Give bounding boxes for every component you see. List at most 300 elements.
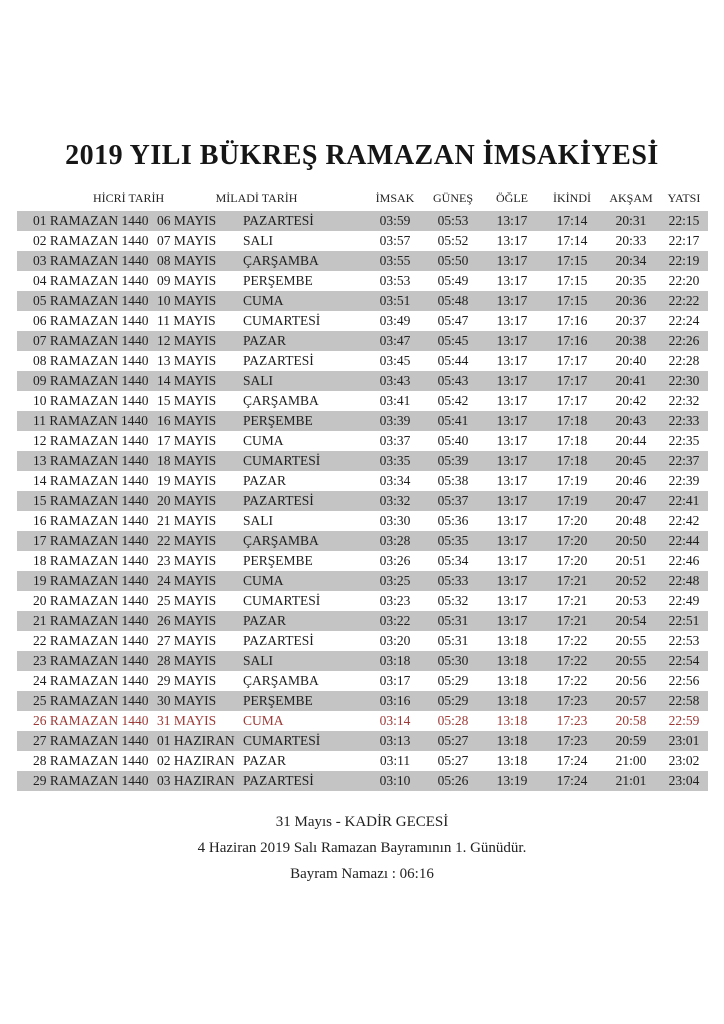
- imsak-time-cell: 03:43: [379, 373, 411, 388]
- ikindi-time-cell: 17:21: [556, 573, 588, 588]
- yatsi-time-cell: 23:02: [668, 753, 700, 768]
- weekday-cell: CUMA: [243, 293, 284, 308]
- miladi-date-cell: 10 MAYIS: [157, 293, 217, 308]
- miladi-date-cell: 24 MAYIS: [157, 573, 217, 588]
- hicri-date-cell: 07 RAMAZAN 1440: [33, 333, 149, 348]
- miladi-date-cell: 25 MAYIS: [157, 593, 217, 608]
- gunes-time-cell: 05:50: [437, 253, 469, 268]
- imsak-time-cell: 03:10: [379, 773, 411, 788]
- weekday-cell: PERŞEMBE: [243, 693, 313, 708]
- gunes-time-cell: 05:32: [437, 593, 469, 608]
- yatsi-time-cell: 22:20: [668, 273, 700, 288]
- ogle-time-cell: 13:17: [496, 553, 528, 568]
- hicri-date-cell: 02 RAMAZAN 1440: [33, 233, 149, 248]
- gunes-time-cell: 05:39: [437, 453, 469, 468]
- miladi-date-cell: 09 MAYIS: [157, 273, 217, 288]
- yatsi-time-cell: 22:46: [668, 553, 700, 568]
- ogle-time-cell: 13:18: [496, 653, 528, 668]
- miladi-date-cell: 29 MAYIS: [157, 673, 217, 688]
- imsak-time-cell: 03:26: [379, 553, 411, 568]
- imsak-time-cell: 03:32: [379, 493, 411, 508]
- col-header-imsak: İMSAK: [375, 191, 415, 205]
- weekday-cell: SALI: [243, 233, 273, 248]
- yatsi-time-cell: 22:53: [668, 633, 700, 648]
- yatsi-time-cell: 22:51: [668, 613, 700, 628]
- aksam-time-cell: 20:31: [615, 213, 647, 228]
- hicri-date-cell: 03 RAMAZAN 1440: [33, 253, 149, 268]
- weekday-cell: ÇARŞAMBA: [243, 673, 319, 688]
- yatsi-time-cell: 22:28: [668, 353, 700, 368]
- ikindi-time-cell: 17:20: [556, 553, 588, 568]
- hicri-date-cell: 13 RAMAZAN 1440: [33, 453, 149, 468]
- ikindi-time-cell: 17:18: [556, 433, 588, 448]
- ogle-time-cell: 13:17: [496, 393, 528, 408]
- table-row: [17, 251, 708, 271]
- table-row: [17, 731, 708, 751]
- gunes-time-cell: 05:30: [437, 653, 469, 668]
- miladi-date-cell: 26 MAYIS: [157, 613, 217, 628]
- yatsi-time-cell: 22:39: [668, 473, 700, 488]
- weekday-cell: PAZAR: [243, 753, 287, 768]
- hicri-date-cell: 15 RAMAZAN 1440: [33, 493, 149, 508]
- aksam-time-cell: 21:00: [615, 753, 647, 768]
- hicri-date-cell: 27 RAMAZAN 1440: [33, 733, 149, 748]
- ikindi-time-cell: 17:23: [556, 693, 588, 708]
- miladi-date-cell: 31 MAYIS: [157, 713, 217, 728]
- gunes-time-cell: 05:53: [437, 213, 469, 228]
- hicri-date-cell: 19 RAMAZAN 1440: [33, 573, 149, 588]
- ogle-time-cell: 13:17: [496, 573, 528, 588]
- imsak-time-cell: 03:11: [379, 753, 411, 768]
- table-row: [17, 371, 708, 391]
- ikindi-time-cell: 17:23: [556, 733, 588, 748]
- ogle-time-cell: 13:18: [496, 753, 528, 768]
- ikindi-time-cell: 17:15: [556, 273, 588, 288]
- gunes-time-cell: 05:27: [437, 733, 469, 748]
- gunes-time-cell: 05:29: [437, 673, 469, 688]
- aksam-time-cell: 20:44: [615, 433, 647, 448]
- ogle-time-cell: 13:17: [496, 493, 528, 508]
- miladi-date-cell: 12 MAYIS: [157, 333, 217, 348]
- aksam-time-cell: 20:55: [615, 653, 647, 668]
- miladi-date-cell: 21 MAYIS: [157, 513, 217, 528]
- hicri-date-cell: 12 RAMAZAN 1440: [33, 433, 149, 448]
- weekday-cell: PAZARTESİ: [243, 773, 314, 788]
- aksam-time-cell: 20:56: [615, 673, 647, 688]
- imsak-time-cell: 03:18: [379, 653, 411, 668]
- miladi-date-cell: 30 MAYIS: [157, 693, 217, 708]
- ikindi-time-cell: 17:16: [556, 313, 588, 328]
- yatsi-time-cell: 23:04: [668, 773, 700, 788]
- hicri-date-cell: 06 RAMAZAN 1440: [33, 313, 149, 328]
- ikindi-time-cell: 17:14: [556, 213, 588, 228]
- yatsi-time-cell: 22:56: [668, 673, 700, 688]
- gunes-time-cell: 05:27: [437, 753, 469, 768]
- table-row: [17, 211, 708, 231]
- weekday-cell: SALI: [243, 373, 273, 388]
- hicri-date-cell: 04 RAMAZAN 1440: [33, 273, 149, 288]
- aksam-time-cell: 20:59: [615, 733, 647, 748]
- col-header-ogle: ÖĞLE: [496, 191, 528, 205]
- weekday-cell: PAZAR: [243, 333, 287, 348]
- gunes-time-cell: 05:38: [437, 473, 469, 488]
- ikindi-time-cell: 17:22: [556, 673, 588, 688]
- ogle-time-cell: 13:17: [496, 253, 528, 268]
- miladi-date-cell: 15 MAYIS: [157, 393, 217, 408]
- imsak-time-cell: 03:22: [379, 613, 411, 628]
- gunes-time-cell: 05:26: [437, 773, 469, 788]
- yatsi-time-cell: 22:22: [668, 293, 700, 308]
- ikindi-time-cell: 17:18: [556, 453, 588, 468]
- weekday-cell: PAZARTESİ: [243, 493, 314, 508]
- table-row: [17, 471, 708, 491]
- ikindi-time-cell: 17:15: [556, 253, 588, 268]
- weekday-cell: CUMA: [243, 713, 284, 728]
- imsak-time-cell: 03:53: [379, 273, 411, 288]
- ogle-time-cell: 13:19: [496, 773, 528, 788]
- bayram-note: 4 Haziran 2019 Salı Ramazan Bayramının 1. Günüdür.: [197, 840, 527, 856]
- table-row: [17, 691, 708, 711]
- ogle-time-cell: 13:17: [496, 513, 528, 528]
- col-header-miladi-tarih: MİLADİ TARİH: [215, 191, 298, 205]
- imsak-time-cell: 03:39: [379, 413, 411, 428]
- weekday-cell: CUMARTESİ: [243, 313, 321, 328]
- ogle-time-cell: 13:18: [496, 733, 528, 748]
- yatsi-time-cell: 22:58: [668, 693, 700, 708]
- yatsi-time-cell: 22:17: [668, 233, 700, 248]
- aksam-time-cell: 20:58: [615, 713, 647, 728]
- weekday-cell: PAZARTESİ: [243, 213, 314, 228]
- gunes-time-cell: 05:40: [437, 433, 469, 448]
- table-row: [17, 711, 708, 731]
- yatsi-time-cell: 22:59: [668, 713, 700, 728]
- gunes-time-cell: 05:31: [437, 633, 469, 648]
- ogle-time-cell: 13:17: [496, 413, 528, 428]
- weekday-cell: PAZAR: [243, 473, 287, 488]
- table-row: [17, 451, 708, 471]
- imsak-time-cell: 03:25: [379, 573, 411, 588]
- table-row: [17, 271, 708, 291]
- aksam-time-cell: 20:55: [615, 633, 647, 648]
- ogle-time-cell: 13:18: [496, 673, 528, 688]
- gunes-time-cell: 05:43: [437, 373, 469, 388]
- aksam-time-cell: 20:47: [615, 493, 647, 508]
- ogle-time-cell: 13:17: [496, 533, 528, 548]
- weekday-cell: CUMARTESİ: [243, 593, 321, 608]
- hicri-date-cell: 28 RAMAZAN 1440: [33, 753, 149, 768]
- hicri-date-cell: 18 RAMAZAN 1440: [33, 553, 149, 568]
- table-row: [17, 571, 708, 591]
- ikindi-time-cell: 17:17: [556, 353, 588, 368]
- gunes-time-cell: 05:29: [437, 693, 469, 708]
- hicri-date-cell: 16 RAMAZAN 1440: [33, 513, 149, 528]
- page-title: 2019 YILI BÜKREŞ RAMAZAN İMSAKİYESİ: [65, 140, 659, 171]
- yatsi-time-cell: 22:37: [668, 453, 700, 468]
- aksam-time-cell: 20:54: [615, 613, 647, 628]
- aksam-time-cell: 20:52: [615, 573, 647, 588]
- hicri-date-cell: 23 RAMAZAN 1440: [33, 653, 149, 668]
- hicri-date-cell: 22 RAMAZAN 1440: [33, 633, 149, 648]
- weekday-cell: CUMARTESİ: [243, 453, 321, 468]
- ogle-time-cell: 13:17: [496, 473, 528, 488]
- yatsi-time-cell: 22:32: [668, 393, 700, 408]
- aksam-time-cell: 20:40: [615, 353, 647, 368]
- weekday-cell: PERŞEMBE: [243, 273, 313, 288]
- ikindi-time-cell: 17:20: [556, 513, 588, 528]
- aksam-time-cell: 20:50: [615, 533, 647, 548]
- miladi-date-cell: 17 MAYIS: [157, 433, 217, 448]
- table-row: [17, 331, 708, 351]
- col-header-aksam: AKŞAM: [609, 191, 653, 205]
- col-header-ikindi: İKİNDİ: [553, 191, 591, 205]
- gunes-time-cell: 05:47: [437, 313, 469, 328]
- table-row: [17, 751, 708, 771]
- aksam-time-cell: 20:46: [615, 473, 647, 488]
- weekday-cell: PAZAR: [243, 613, 287, 628]
- ogle-time-cell: 13:17: [496, 453, 528, 468]
- yatsi-time-cell: 22:42: [668, 513, 700, 528]
- miladi-date-cell: 13 MAYIS: [157, 353, 217, 368]
- miladi-date-cell: 16 MAYIS: [157, 413, 217, 428]
- gunes-time-cell: 05:44: [437, 353, 469, 368]
- imsak-time-cell: 03:35: [379, 453, 411, 468]
- ogle-time-cell: 13:17: [496, 353, 528, 368]
- imsak-time-cell: 03:47: [379, 333, 411, 348]
- aksam-time-cell: 20:57: [615, 693, 647, 708]
- aksam-time-cell: 20:51: [615, 553, 647, 568]
- miladi-date-cell: 08 MAYIS: [157, 253, 217, 268]
- imsak-time-cell: 03:28: [379, 533, 411, 548]
- aksam-time-cell: 20:53: [615, 593, 647, 608]
- gunes-time-cell: 05:33: [437, 573, 469, 588]
- table-body: [17, 211, 708, 791]
- ogle-time-cell: 13:17: [496, 273, 528, 288]
- yatsi-time-cell: 22:33: [668, 413, 700, 428]
- col-header-gunes: GÜNEŞ: [432, 191, 473, 205]
- aksam-time-cell: 20:36: [615, 293, 647, 308]
- miladi-date-cell: 18 MAYIS: [157, 453, 217, 468]
- hicri-date-cell: 21 RAMAZAN 1440: [33, 613, 149, 628]
- footer-notes: [0, 809, 724, 887]
- ogle-time-cell: 13:17: [496, 213, 528, 228]
- aksam-time-cell: 20:35: [615, 273, 647, 288]
- ikindi-time-cell: 17:21: [556, 613, 588, 628]
- ikindi-time-cell: 17:15: [556, 293, 588, 308]
- ikindi-time-cell: 17:17: [556, 393, 588, 408]
- gunes-time-cell: 05:36: [437, 513, 469, 528]
- yatsi-time-cell: 22:44: [668, 533, 700, 548]
- gunes-time-cell: 05:35: [437, 533, 469, 548]
- hicri-date-cell: 11 RAMAZAN 1440: [33, 413, 149, 428]
- col-header-hicri-tarih: HİCRİ TARİH: [93, 191, 165, 205]
- weekday-cell: PERŞEMBE: [243, 553, 313, 568]
- table-row: [17, 771, 708, 791]
- ogle-time-cell: 13:18: [496, 713, 528, 728]
- imsak-time-cell: 03:17: [379, 673, 411, 688]
- ogle-time-cell: 13:17: [496, 613, 528, 628]
- hicri-date-cell: 01 RAMAZAN 1440: [33, 213, 149, 228]
- kadir-gecesi-note: 31 Mayıs - KADİR GECESİ: [275, 814, 449, 830]
- yatsi-time-cell: 22:24: [668, 313, 700, 328]
- yatsi-time-cell: 23:01: [668, 733, 700, 748]
- miladi-date-cell: 06 MAYIS: [157, 213, 217, 228]
- aksam-time-cell: 20:37: [615, 313, 647, 328]
- ogle-time-cell: 13:18: [496, 693, 528, 708]
- table-row: [17, 311, 708, 331]
- gunes-time-cell: 05:52: [437, 233, 469, 248]
- col-header-yatsi: YATSI: [667, 191, 701, 205]
- aksam-time-cell: 20:43: [615, 413, 647, 428]
- imsak-time-cell: 03:49: [379, 313, 411, 328]
- aksam-time-cell: 20:34: [615, 253, 647, 268]
- ikindi-time-cell: 17:16: [556, 333, 588, 348]
- hicri-date-cell: 17 RAMAZAN 1440: [33, 533, 149, 548]
- imsak-time-cell: 03:57: [379, 233, 411, 248]
- weekday-cell: PAZARTESİ: [243, 633, 314, 648]
- imsak-time-cell: 03:55: [379, 253, 411, 268]
- yatsi-time-cell: 22:26: [668, 333, 700, 348]
- imsak-time-cell: 03:16: [379, 693, 411, 708]
- aksam-time-cell: 20:45: [615, 453, 647, 468]
- miladi-date-cell: 20 MAYIS: [157, 493, 217, 508]
- yatsi-time-cell: 22:49: [668, 593, 700, 608]
- ikindi-time-cell: 17:24: [556, 773, 588, 788]
- hicri-date-cell: 29 RAMAZAN 1440: [33, 773, 149, 788]
- imsak-time-cell: 03:59: [379, 213, 411, 228]
- hicri-date-cell: 14 RAMAZAN 1440: [33, 473, 149, 488]
- gunes-time-cell: 05:42: [437, 393, 469, 408]
- ikindi-time-cell: 17:19: [556, 493, 588, 508]
- yatsi-time-cell: 22:35: [668, 433, 700, 448]
- aksam-time-cell: 20:41: [615, 373, 647, 388]
- aksam-time-cell: 20:42: [615, 393, 647, 408]
- table-row: [17, 531, 708, 551]
- ogle-time-cell: 13:17: [496, 293, 528, 308]
- yatsi-time-cell: 22:48: [668, 573, 700, 588]
- yatsi-time-cell: 22:19: [668, 253, 700, 268]
- ikindi-time-cell: 17:20: [556, 533, 588, 548]
- yatsi-time-cell: 22:41: [668, 493, 700, 508]
- ikindi-time-cell: 17:14: [556, 233, 588, 248]
- imsak-time-cell: 03:30: [379, 513, 411, 528]
- table-row: [17, 291, 708, 311]
- gunes-time-cell: 05:28: [437, 713, 469, 728]
- imsak-time-cell: 03:34: [379, 473, 411, 488]
- table-header-row: [17, 190, 708, 208]
- table-row: [17, 491, 708, 511]
- imsak-time-cell: 03:14: [379, 713, 411, 728]
- weekday-cell: CUMARTESİ: [243, 733, 321, 748]
- table-row: [17, 511, 708, 531]
- imsak-time-cell: 03:51: [379, 293, 411, 308]
- miladi-date-cell: 19 MAYIS: [157, 473, 217, 488]
- aksam-time-cell: 20:48: [615, 513, 647, 528]
- ogle-time-cell: 13:17: [496, 233, 528, 248]
- table-row: [17, 591, 708, 611]
- hicri-date-cell: 26 RAMAZAN 1440: [33, 713, 149, 728]
- ogle-time-cell: 13:17: [496, 333, 528, 348]
- miladi-date-cell: 28 MAYIS: [157, 653, 217, 668]
- aksam-time-cell: 21:01: [615, 773, 647, 788]
- ikindi-time-cell: 17:23: [556, 713, 588, 728]
- hicri-date-cell: 25 RAMAZAN 1440: [33, 693, 149, 708]
- hicri-date-cell: 20 RAMAZAN 1440: [33, 593, 149, 608]
- table-row: [17, 631, 708, 651]
- table-row: [17, 351, 708, 371]
- weekday-cell: PAZARTESİ: [243, 353, 314, 368]
- hicri-date-cell: 24 RAMAZAN 1440: [33, 673, 149, 688]
- imsak-time-cell: 03:23: [379, 593, 411, 608]
- table-row: [17, 671, 708, 691]
- imsak-time-cell: 03:13: [379, 733, 411, 748]
- table-row: [17, 611, 708, 631]
- ogle-time-cell: 13:17: [496, 373, 528, 388]
- gunes-time-cell: 05:48: [437, 293, 469, 308]
- hicri-date-cell: 05 RAMAZAN 1440: [33, 293, 149, 308]
- ikindi-time-cell: 17:18: [556, 413, 588, 428]
- ikindi-time-cell: 17:21: [556, 593, 588, 608]
- imsak-time-cell: 03:45: [379, 353, 411, 368]
- ikindi-time-cell: 17:19: [556, 473, 588, 488]
- gunes-time-cell: 05:37: [437, 493, 469, 508]
- gunes-time-cell: 05:41: [437, 413, 469, 428]
- ogle-time-cell: 13:17: [496, 313, 528, 328]
- imsak-time-cell: 03:20: [379, 633, 411, 648]
- miladi-date-cell: 02 HAZIRAN: [157, 753, 235, 768]
- ogle-time-cell: 13:17: [496, 593, 528, 608]
- weekday-cell: ÇARŞAMBA: [243, 393, 319, 408]
- table-row: [17, 411, 708, 431]
- miladi-date-cell: 22 MAYIS: [157, 533, 217, 548]
- weekday-cell: PERŞEMBE: [243, 413, 313, 428]
- ikindi-time-cell: 17:22: [556, 633, 588, 648]
- weekday-cell: ÇARŞAMBA: [243, 253, 319, 268]
- aksam-time-cell: 20:38: [615, 333, 647, 348]
- hicri-date-cell: 09 RAMAZAN 1440: [33, 373, 149, 388]
- gunes-time-cell: 05:34: [437, 553, 469, 568]
- weekday-cell: SALI: [243, 653, 273, 668]
- weekday-cell: CUMA: [243, 573, 284, 588]
- yatsi-time-cell: 22:15: [668, 213, 700, 228]
- table-row: [17, 431, 708, 451]
- table-row: [17, 391, 708, 411]
- miladi-date-cell: 27 MAYIS: [157, 633, 217, 648]
- miladi-date-cell: 03 HAZIRAN: [157, 773, 235, 788]
- ogle-time-cell: 13:17: [496, 433, 528, 448]
- weekday-cell: ÇARŞAMBA: [243, 533, 319, 548]
- yatsi-time-cell: 22:54: [668, 653, 700, 668]
- hicri-date-cell: 10 RAMAZAN 1440: [33, 393, 149, 408]
- imsak-time-cell: 03:41: [379, 393, 411, 408]
- weekday-cell: SALI: [243, 513, 273, 528]
- ikindi-time-cell: 17:22: [556, 653, 588, 668]
- hicri-date-cell: 08 RAMAZAN 1440: [33, 353, 149, 368]
- miladi-date-cell: 11 MAYIS: [157, 313, 216, 328]
- gunes-time-cell: 05:45: [437, 333, 469, 348]
- yatsi-time-cell: 22:30: [668, 373, 700, 388]
- ikindi-time-cell: 17:24: [556, 753, 588, 768]
- miladi-date-cell: 14 MAYIS: [157, 373, 217, 388]
- table-row: [17, 231, 708, 251]
- aksam-time-cell: 20:33: [615, 233, 647, 248]
- ikindi-time-cell: 17:17: [556, 373, 588, 388]
- ogle-time-cell: 13:18: [496, 633, 528, 648]
- gunes-time-cell: 05:31: [437, 613, 469, 628]
- table-row: [17, 651, 708, 671]
- weekday-cell: CUMA: [243, 433, 284, 448]
- miladi-date-cell: 23 MAYIS: [157, 553, 217, 568]
- bayram-namazi-note: Bayram Namazı : 06:16: [290, 866, 434, 882]
